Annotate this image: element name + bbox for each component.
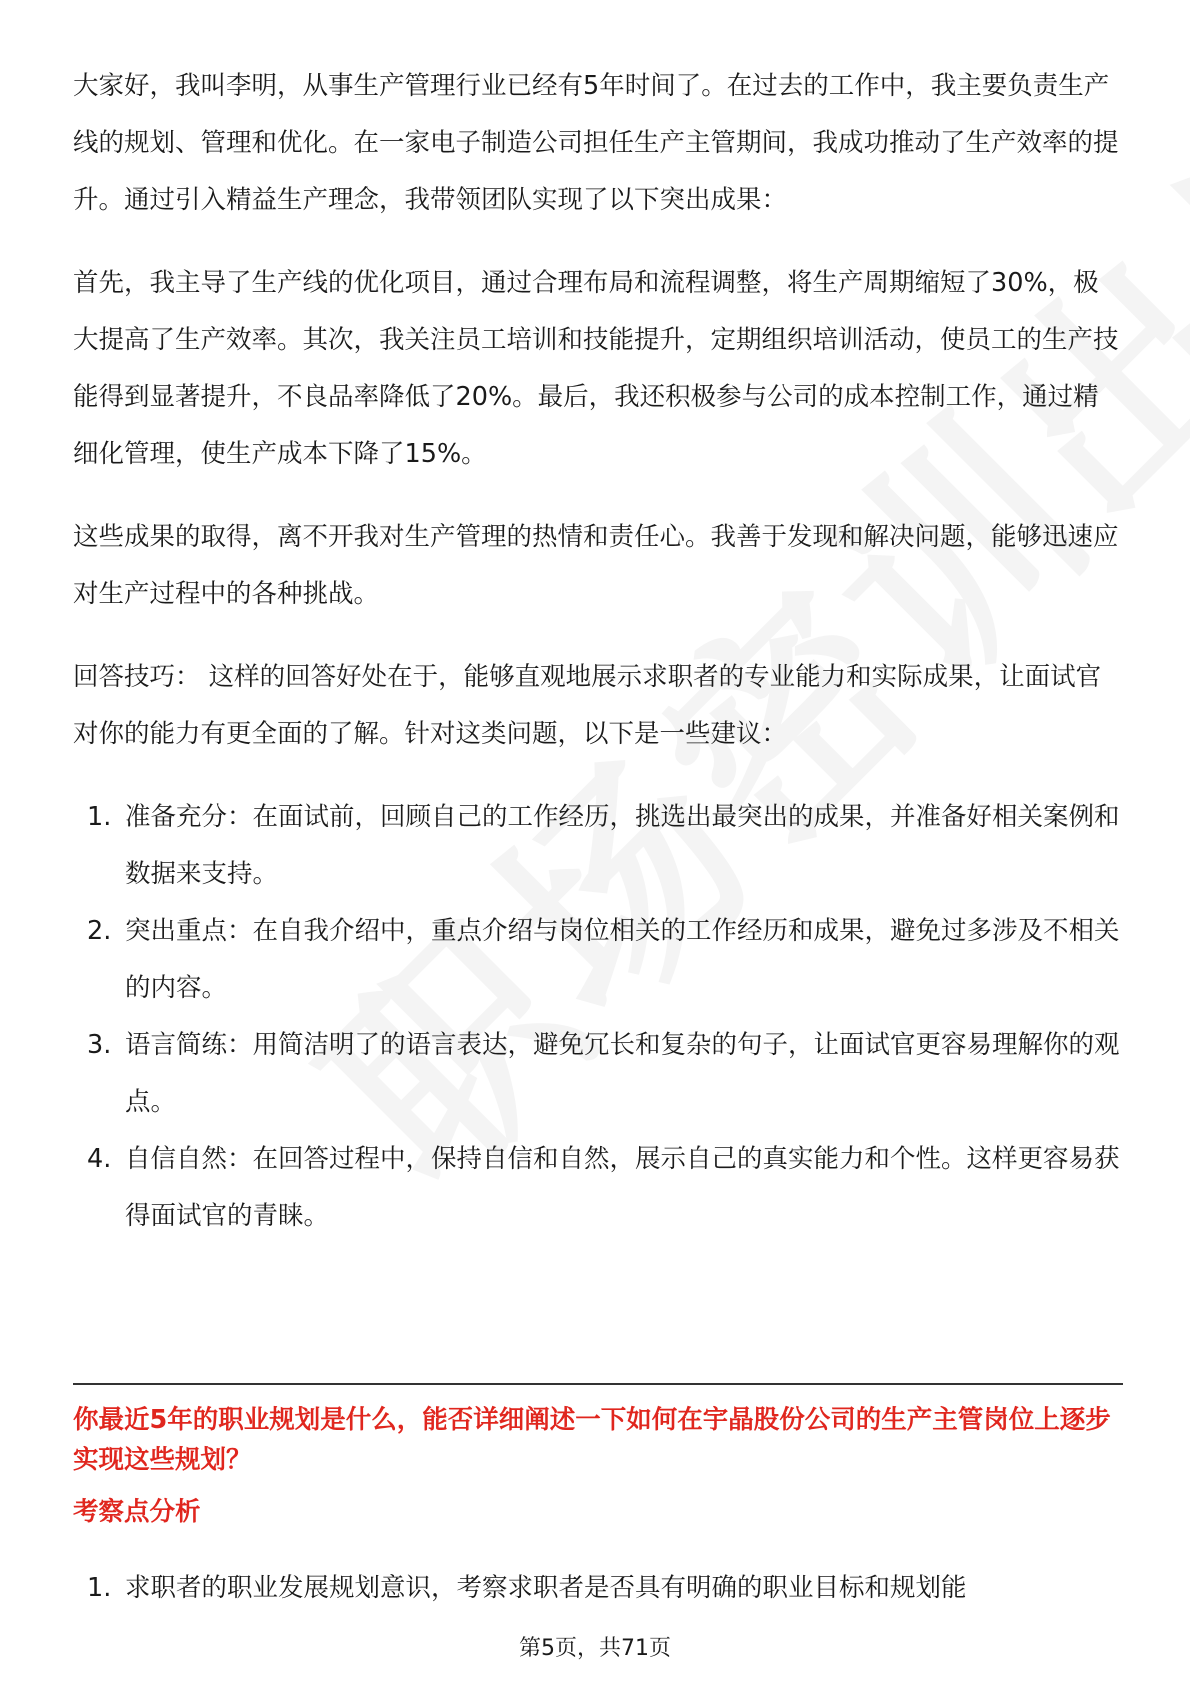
list-number: 4. <box>87 1144 112 1174</box>
list-text: 自信自然：在回答过程中，保持自信和自然，展示自己的真实能力和个性。这样更容易获得面试官的青睐。 <box>125 1144 1120 1231</box>
list-number: 1. <box>87 1573 112 1603</box>
list-text: 准备充分：在面试前，回顾自己的工作经历，挑选出最突出的成果，并准备好相关案例和数据来支持。 <box>125 802 1120 889</box>
list-text: 突出重点：在自我介绍中，重点介绍与岗位相关的工作经历和成果，避免过多涉及不相关的内容。 <box>125 916 1120 1003</box>
list-number: 1. <box>87 802 112 832</box>
list-item <box>73 903 1123 1017</box>
paragraph-intro: 大家好，我叫李明，从事生产管理行业已经有5年时间了。在过去的工作中，我主要负责生产线的规划、管理和优化。在一家电子制造公司担任生产主管期间，我成功推动了生产效率的提升。通过引入精益生产理念，我带领团队实现了以下突出成果： <box>73 71 1119 215</box>
list-number: 2. <box>87 916 112 946</box>
paragraph-achievements: 首先，我主导了生产线的优化项目，通过合理布局和流程调整，将生产周期缩短了30%，极大提高了生产效率。其次，我关注员工培训和技能提升，定期组织培训活动，使员工的生产技能得到显著提升，不良品率降低了20%。最后，我还积极参与公司的成本控制工作，通过精细化管理，使生产成本下降了15%。 <box>73 268 1119 469</box>
section-divider <box>73 1383 1123 1385</box>
question-title: 你最近5年的职业规划是什么，能否详细阐述一下如何在宇晶股份公司的生产主管岗位上逐步实现这些规划？ <box>73 1405 1111 1475</box>
paragraph-summary: 这些成果的取得，离不开我对生产管理的热情和责任心。我善于发现和解决问题，能够迅速应对生产过程中的各种挑战。 <box>73 522 1119 609</box>
list-text: 语言简练：用简洁明了的语言表达，避免冗长和复杂的句子，让面试官更容易理解你的观点。 <box>125 1030 1120 1117</box>
paragraph-tips-intro: 回答技巧： 这样的回答好处在于，能够直观地展示求职者的专业能力和实际成果，让面试官对你的能力有更全面的了解。针对这类问题，以下是一些建议： <box>73 662 1102 749</box>
list-item <box>73 789 1123 903</box>
answer-body <box>73 58 1123 1245</box>
list-text: 求职者的职业发展规划意识，考察求职者是否具有明确的职业目标和规划能 <box>125 1573 967 1603</box>
list-item <box>73 1131 1123 1245</box>
analysis-heading: 考察点分析 <box>73 1497 201 1527</box>
tips-list <box>73 789 1123 1245</box>
page-number: 第5页，共71页 <box>519 1636 671 1661</box>
list-number: 3. <box>87 1030 112 1060</box>
list-item <box>73 1017 1123 1131</box>
analysis-list <box>73 1560 1123 1617</box>
list-item <box>73 1560 1123 1617</box>
